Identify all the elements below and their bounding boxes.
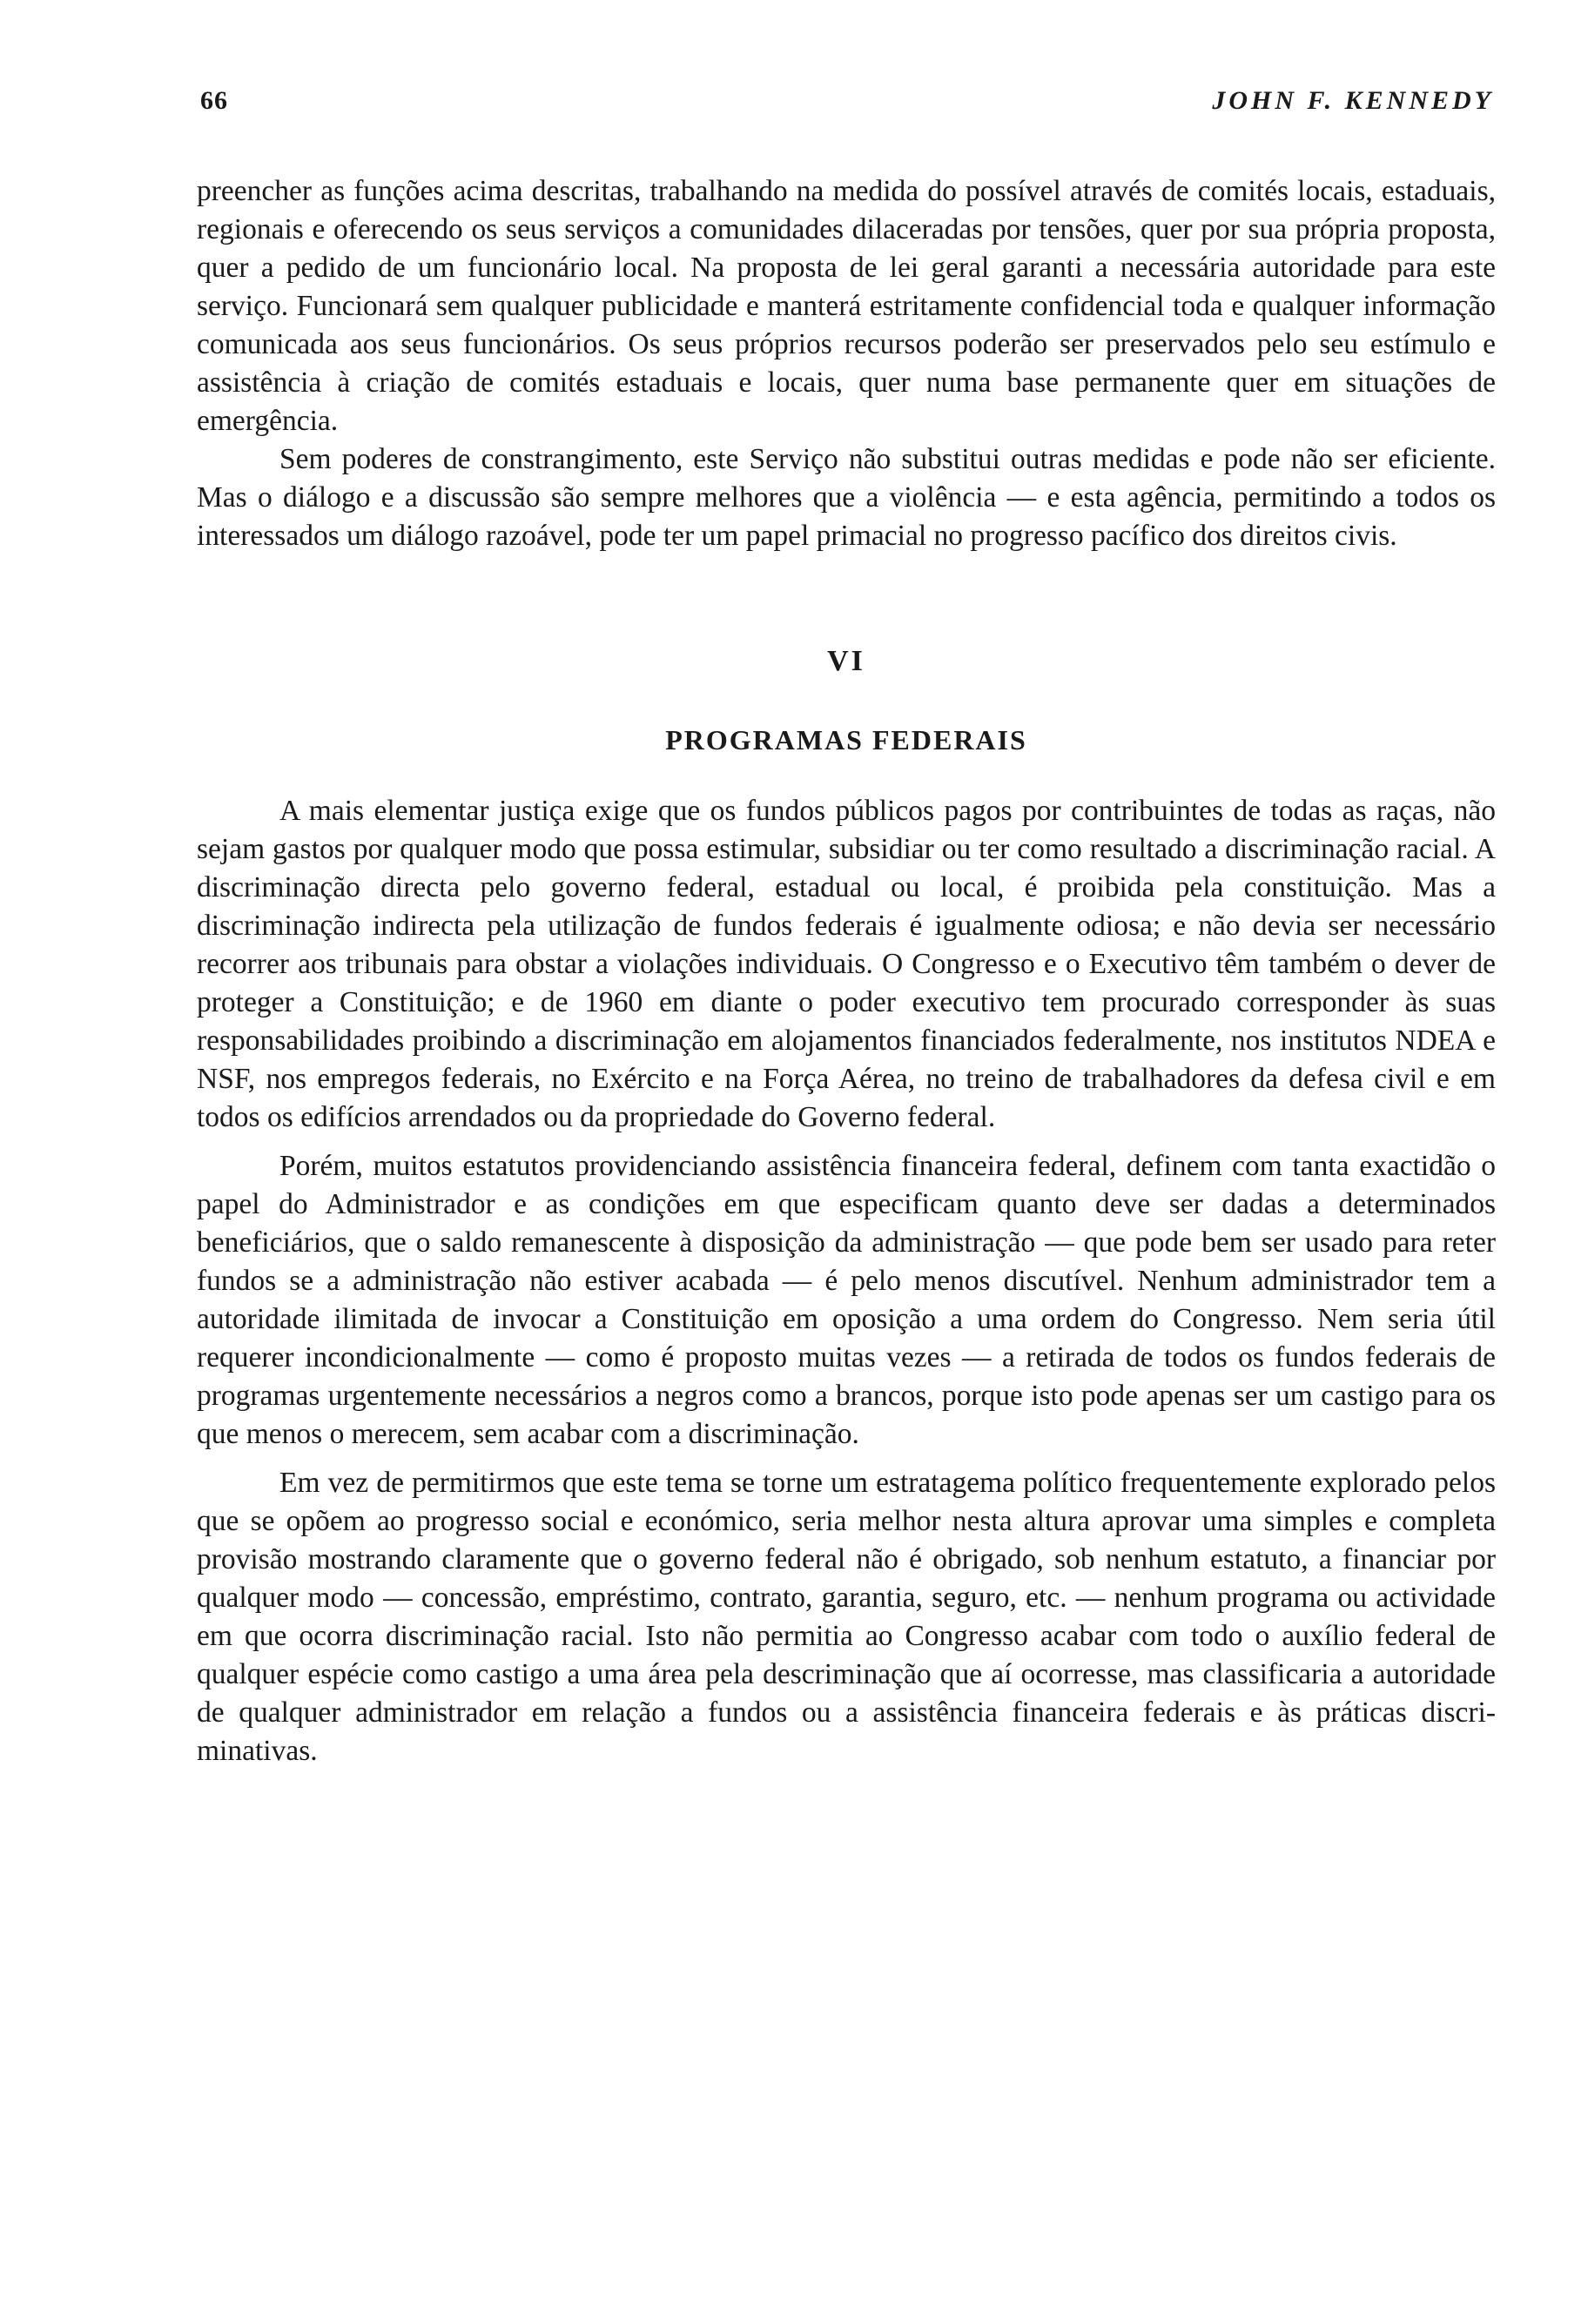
- body-text: [197, 172, 1496, 1770]
- paragraph: Em vez de permitirmos que este tema se torne um estratagema político frequentemente explorado pelos que se opõem ao progresso social e económico, seria melhor nesta altura aprovar uma simples e completa provisão mostrando claramente que o governo federal não é obrigado, sob nenhum estatuto, a financiar por qualquer modo — concessão, empréstimo, contrato, garantia, seguro, etc. — nenhum programa ou actividade em que ocorra discriminação racial. Isto não permitia ao Congresso acabar com todo o auxílio federal de qualquer espécie como castigo a uma área pela descriminação que aí ocorresse, mas classificaria a autoridade de qualquer administrador em relação a fundos ou a assistência financeira federais e às práticas discriminativas.: [197, 1467, 1496, 1767]
- section-title: PROGRAMAS FEDERAIS: [665, 724, 1027, 756]
- page-header: [200, 80, 1494, 122]
- paragraph: Porém, muitos estatutos providenciando assistência financeira federal, definem com tanta exactidão o papel do Administrador e as condições em que especificam quanto deve ser dadas a determinados beneficiários, que o saldo remanescente à disposição da administração — que pode bem ser usado para reter fundos se a administração não estiver acabada — é pelo menos discutível. Nenhum administrador tem a autoridade ilimitada de invocar a Constituição em oposição a uma ordem do Congresso. Nem seria útil requerer incondicionalmente — como é proposto muitas vezes — a retirada de todos os fundos federais de programas urgentemente necessários a negros como a brancos, porque isto pode apenas ser um castigo para os que menos o merecem, sem acabar com a discriminação.: [197, 1150, 1496, 1450]
- paragraph: Sem poderes de constrangimento, este Serviço não substitui outras medidas e pode não ser eficiente. Mas o diálogo e a discussão são sempre melhores que a violência — e esta agência, permitindo a todos os interessados um diálogo razoável, pode ter um papel primacial no progresso pacífico dos direitos civis.: [197, 443, 1496, 552]
- page-number: 66: [200, 86, 228, 115]
- paragraph-continuation: preencher as funções acima descritas, trabalhando na medida do possível através de comités locais, estaduais, regionais e oferecendo os seus serviços a comunidades dilaceradas por tensões, quer por sua própria proposta, quer a pedido de um funcionário local. Na proposta de lei geral garanti a necessária autoridade para este serviço. Funcionará sem qualquer publicidade e manterá estritamente confidencial toda e qualquer informação comunicada aos seus funcionários. Os seus próprios recursos poderão ser preservados pelo seu estímulo e assistência à criação de comités estaduais e locais, quer numa base permanente quer em situações de emergência.: [197, 175, 1496, 437]
- running-head: JOHN F. KENNEDY: [1212, 86, 1494, 115]
- paragraph: A mais elementar justiça exige que os fundos públicos pagos por contribuintes de todas as raças, não sejam gastos por qualquer modo que possa estimular, subsidiar ou ter como resultado a discriminação racial. A discriminação directa pelo governo federal, estadual ou local, é proibida pela constituição. Mas a discriminação indirecta pela utilização de fundos federais é igualmente odiosa; e não devia ser necessário recorrer aos tribunais para obstar a violações individuais. O Congresso e o Executivo têm também o dever de proteger a Constituição; e de 1960 em diante o poder executivo tem procurado corresponder às suas responsabilidades proibindo a discriminação em alojamentos financiados federalmente, nos institutos NDEA e NSF, nos empregos federais, no Exército e na Força Aérea, no treino de trabalhadores da defesa civil e em todos os edifícios arrendados ou da propriedade do Governo federal.: [197, 795, 1496, 1133]
- section-numeral: VI: [827, 645, 865, 677]
